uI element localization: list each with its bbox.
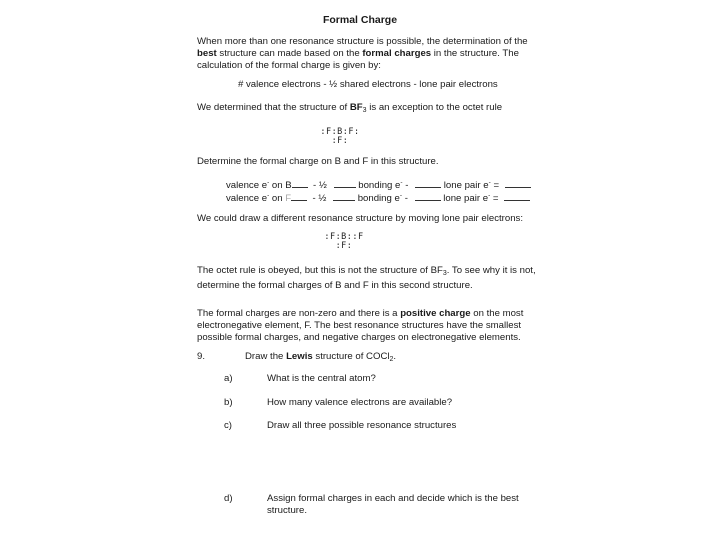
bold-best: best	[197, 48, 217, 60]
blank-field[interactable]	[334, 178, 356, 188]
calc-label: on	[269, 180, 286, 191]
subscript: 2	[389, 356, 394, 363]
page-title: Formal Charge	[322, 14, 398, 26]
bold-lewis: Lewis	[286, 351, 313, 362]
operator: - ½	[312, 193, 327, 204]
question-text: .	[393, 351, 397, 362]
atom-label: F	[285, 193, 292, 204]
calc-label: on	[269, 193, 286, 204]
conclusion-line-1	[197, 308, 523, 320]
bold-positive-charge: positive charge	[400, 308, 471, 319]
bf3-text: is an exception to the octet rule	[366, 102, 503, 113]
question-9c	[224, 420, 456, 431]
lewis-structure-bf3-2	[322, 233, 366, 251]
question-text: structure of COCl	[312, 351, 390, 362]
blank-field[interactable]	[333, 191, 355, 201]
calc-label: lone pair e	[443, 180, 489, 191]
question-number: 9.	[197, 351, 206, 362]
conclusion-line-2: electronegative element, F. The best resonance structures have the smallest	[197, 320, 522, 332]
superscript: -	[267, 192, 270, 199]
bf3-statement	[197, 102, 502, 117]
question-9d	[224, 493, 519, 517]
blank-field[interactable]	[505, 178, 531, 188]
lewis-row: :F:	[335, 241, 353, 251]
conclusion-text: The formal charges are non-zero and there is a	[197, 308, 401, 319]
calc-label: valence e	[226, 180, 268, 191]
intro-line-3: calculation of the formal charge is given by:	[197, 60, 381, 72]
bf3-text: We determined that the structure of	[197, 102, 350, 113]
part-letter: b)	[224, 397, 233, 408]
bold-formal-charges: formal charges	[362, 48, 432, 60]
conclusion-text: on the most	[470, 308, 524, 319]
octet-paragraph	[197, 265, 536, 292]
part-line	[224, 493, 519, 505]
part-letter: c)	[224, 420, 232, 431]
calc-table	[226, 178, 531, 204]
conclusion-line-3: possible formal charges, and negative charges on electronegative elements.	[197, 332, 521, 344]
operator: =	[493, 180, 500, 191]
bf3-formula: BF	[349, 102, 363, 113]
operator: - ½	[313, 180, 327, 191]
octet-text: . To see why it is not,	[446, 265, 536, 276]
intro-paragraph	[197, 36, 528, 73]
blank-field[interactable]	[415, 191, 441, 201]
atom-label: B	[285, 180, 292, 191]
part-letter: d)	[224, 493, 233, 504]
resonance-prompt: We could draw a different resonance structure by moving lone pair electrons:	[197, 213, 524, 224]
calc-label: lone pair e	[443, 193, 489, 204]
operator: -	[405, 180, 409, 191]
lewis-row: :F:B:F:	[320, 127, 360, 137]
blank-field[interactable]	[292, 178, 308, 188]
subscript: 3	[362, 107, 367, 114]
part-letter: a)	[224, 373, 233, 384]
intro-text: in the structure. The	[431, 48, 519, 60]
part-text: Draw all three possible resonance structures	[267, 420, 457, 431]
superscript: -	[399, 192, 403, 199]
calc-label: valence e	[226, 193, 268, 204]
lewis-structure-bf3-1	[318, 128, 362, 146]
operator: -	[404, 193, 408, 204]
part-text: structure.	[267, 505, 307, 516]
superscript: -	[488, 192, 491, 199]
blank-field[interactable]	[504, 191, 530, 201]
question-text: Draw the	[245, 351, 287, 362]
octet-line-1	[197, 265, 536, 280]
octet-text: The octet rule is obeyed, but this is not the structure of BF	[197, 265, 443, 276]
intro-text: structure can made based on the	[216, 48, 363, 60]
part-text: Assign formal charges in each and decide which is the best	[267, 493, 519, 504]
question-9a	[224, 373, 376, 384]
intro-line-1: When more than one resonance structure is possible, the determination of the	[197, 36, 528, 47]
question-9b	[224, 397, 452, 408]
superscript: -	[400, 179, 403, 186]
intro-line-2	[197, 48, 528, 60]
determine-prompt: Determine the formal charge on B and F in this structure.	[197, 156, 439, 167]
lewis-row: :F:	[331, 136, 349, 146]
part-text: What is the central atom?	[267, 373, 376, 384]
calc-row-f	[226, 191, 531, 204]
lewis-row: :F:B::F	[324, 232, 364, 242]
calc-label: bonding e	[358, 180, 401, 191]
superscript: -	[488, 179, 491, 186]
superscript: -	[267, 179, 270, 186]
question-9	[197, 351, 396, 366]
subscript: 3	[442, 270, 447, 277]
blank-field[interactable]	[415, 178, 441, 188]
calc-label: bonding e	[357, 193, 400, 204]
blank-field[interactable]	[291, 191, 307, 201]
part-text: How many valence electrons are available?	[267, 397, 453, 408]
formal-charge-formula: # valence electrons - ½ shared electrons - lone pair electrons	[238, 79, 498, 90]
octet-line-2: determine the formal charges of B and F in this second structure.	[197, 280, 473, 292]
calc-row-b	[226, 178, 531, 191]
conclusion-paragraph	[197, 308, 523, 345]
operator: =	[492, 193, 499, 204]
